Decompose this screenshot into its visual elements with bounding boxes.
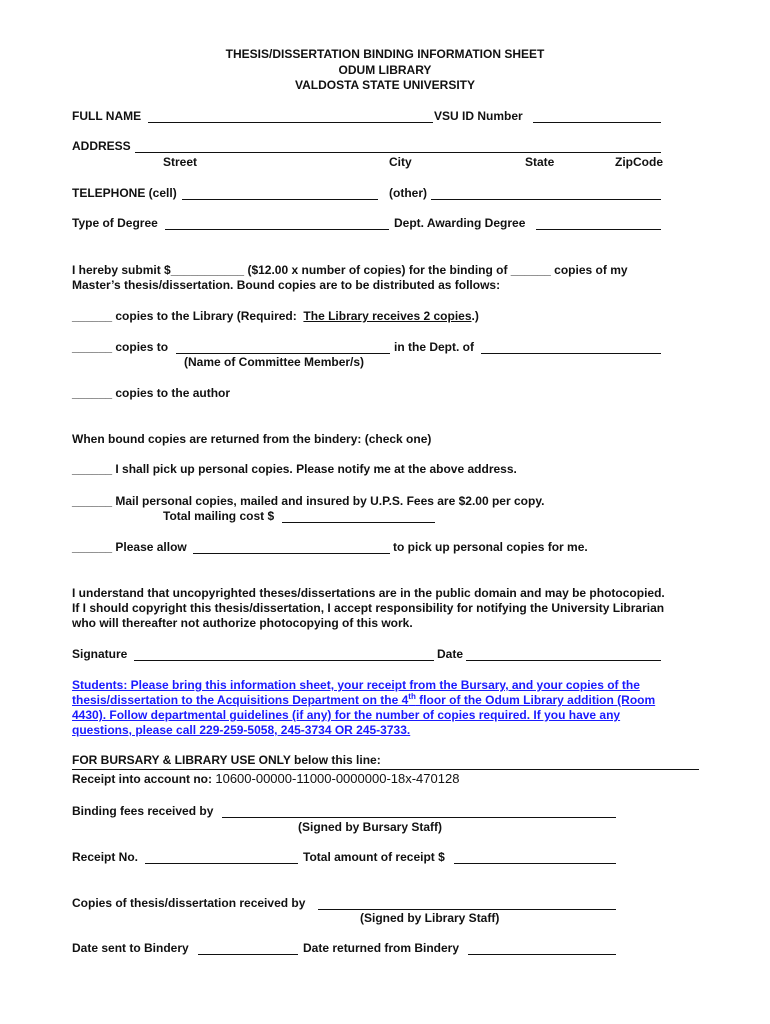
author-copies-row: ______ copies to the author	[72, 386, 231, 400]
submit-statement-line2: Master’s thesis/dissertation. Bound copies are to be distributed as follows:	[72, 278, 501, 292]
telephone-input[interactable]	[184, 185, 376, 199]
students-note-line3: 4430). Follow departmental guidelines (if any) for the number of copies required. If you have any	[72, 708, 621, 722]
mail-option: ______ Mail personal copies, mailed and insured by U.P.S. Fees are $2.00 per copy.	[72, 494, 545, 508]
mailing-cost-line	[282, 522, 435, 523]
allow-person-input[interactable]	[195, 539, 388, 553]
date-returned-label: Date returned from Bindery	[303, 941, 460, 955]
street-caption: Street	[163, 155, 198, 169]
date-returned-line	[468, 954, 616, 955]
office-use-heading: FOR BURSARY & LIBRARY USE ONLY below this line:	[72, 753, 381, 767]
binding-fees-label: Binding fees received by	[72, 804, 214, 818]
submit-statement-line1: I hereby submit $___________ ($12.00 x number of copies) for the binding of ______ copies of my	[72, 263, 628, 277]
receipt-account-value: 10600-00000-11000-0000000-18x-470128	[215, 771, 460, 786]
mailing-cost-label: Total mailing cost $	[163, 509, 275, 523]
full-name-label: FULL NAME	[72, 109, 142, 123]
binding-fees-line	[222, 817, 616, 818]
date-sent-line	[198, 954, 298, 955]
address-line	[135, 152, 661, 153]
library-copies-row: ______ copies to the Library (Required: The Library receives 2 copies.)	[72, 309, 479, 323]
signature-input[interactable]	[136, 646, 432, 660]
committee-caption: (Name of Committee Member/s)	[184, 355, 365, 369]
return-heading: When bound copies are returned from the bindery: (check one)	[72, 432, 432, 446]
library-name: ODUM LIBRARY	[338, 63, 432, 77]
signed-library-caption: (Signed by Library Staff)	[360, 911, 500, 925]
vsu-id-line	[533, 122, 661, 123]
dept-awarding-label: Dept. Awarding Degree	[394, 216, 526, 230]
mailing-cost-input[interactable]	[284, 508, 433, 522]
committee-dept-line	[481, 353, 661, 354]
city-caption: City	[389, 155, 412, 169]
committee-member-input[interactable]	[178, 339, 388, 353]
committee-member-line	[176, 353, 390, 354]
vsu-id-input[interactable]	[535, 108, 659, 122]
students-note-line2: thesis/dissertation to the Acquisitions Department on the 4th floor of the Odum Library addition (Room	[72, 692, 656, 707]
signature-label: Signature	[72, 647, 128, 661]
pickup-option: ______ I shall pick up personal copies. Please notify me at the above address.	[72, 462, 517, 476]
address-input[interactable]	[138, 138, 658, 152]
total-amount-label: Total amount of receipt $	[303, 850, 445, 864]
telephone-label: TELEPHONE (cell)	[72, 186, 177, 200]
full-name-line	[148, 122, 433, 123]
receipt-no-line	[145, 863, 298, 864]
dept-awarding-line	[536, 229, 661, 230]
in-dept-label: in the Dept. of	[394, 340, 474, 354]
understand-line3: who will thereafter not authorize photocopying of this work.	[72, 616, 413, 630]
date-returned-input[interactable]	[470, 940, 614, 954]
total-amount-input[interactable]	[456, 849, 614, 863]
understand-line2: If I should copyright this thesis/dissertation, I accept responsibility for notifying the University Librarian	[72, 601, 665, 615]
copies-received-label: Copies of thesis/dissertation received by	[72, 896, 306, 910]
date-line	[466, 660, 661, 661]
receipt-no-input[interactable]	[147, 849, 296, 863]
vsu-id-label: VSU ID Number	[434, 109, 523, 123]
signature-line	[134, 660, 434, 661]
date-label: Date	[437, 647, 464, 661]
allow-suffix: to pick up personal copies for me.	[393, 540, 588, 554]
committee-dept-input[interactable]	[483, 339, 659, 353]
understand-line1: I understand that uncopyrighted theses/dissertations are in the public domain and may be photocopied.	[72, 586, 665, 600]
signed-bursary-caption: (Signed by Bursary Staff)	[298, 820, 443, 834]
copies-received-input[interactable]	[320, 895, 614, 909]
address-label: ADDRESS	[72, 139, 131, 153]
total-amount-line	[454, 863, 616, 864]
full-name-input[interactable]	[150, 108, 430, 122]
degree-type-input[interactable]	[167, 215, 387, 229]
other-phone-label: (other)	[389, 186, 427, 200]
date-sent-input[interactable]	[200, 940, 296, 954]
degree-type-line	[165, 229, 389, 230]
library-copies-emphasis: The Library receives 2 copies	[303, 309, 472, 323]
page-title: THESIS/DISSERTATION BINDING INFORMATION SHEET	[225, 47, 545, 61]
copies-to-label: ______ copies to	[72, 340, 169, 354]
degree-type-label: Type of Degree	[72, 216, 158, 230]
dept-awarding-input[interactable]	[538, 215, 659, 229]
zip-caption: ZipCode	[615, 155, 663, 169]
date-sent-label: Date sent to Bindery	[72, 941, 189, 955]
binding-fees-input[interactable]	[224, 803, 614, 817]
students-note-line1: Students: Please bring this information sheet, your receipt from the Bursary, and your copies of the	[72, 678, 640, 692]
receipt-account-row: Receipt into account no: 10600-00000-11000-0000000-18x-470128	[72, 771, 460, 786]
students-note-line4[interactable]: questions, please call 229-259-5058, 245-3734 OR 245-3733.	[72, 723, 411, 737]
allow-label: ______ Please allow	[72, 540, 187, 554]
university-name: VALDOSTA STATE UNIVERSITY	[294, 78, 475, 92]
copies-received-line	[318, 909, 616, 910]
other-phone-input[interactable]	[433, 185, 659, 199]
date-input[interactable]	[468, 646, 659, 660]
other-phone-line	[431, 199, 661, 200]
allow-person-line	[193, 553, 390, 554]
receipt-no-label: Receipt No.	[72, 850, 139, 864]
office-use-divider	[72, 769, 699, 770]
telephone-line	[182, 199, 378, 200]
state-caption: State	[525, 155, 555, 169]
